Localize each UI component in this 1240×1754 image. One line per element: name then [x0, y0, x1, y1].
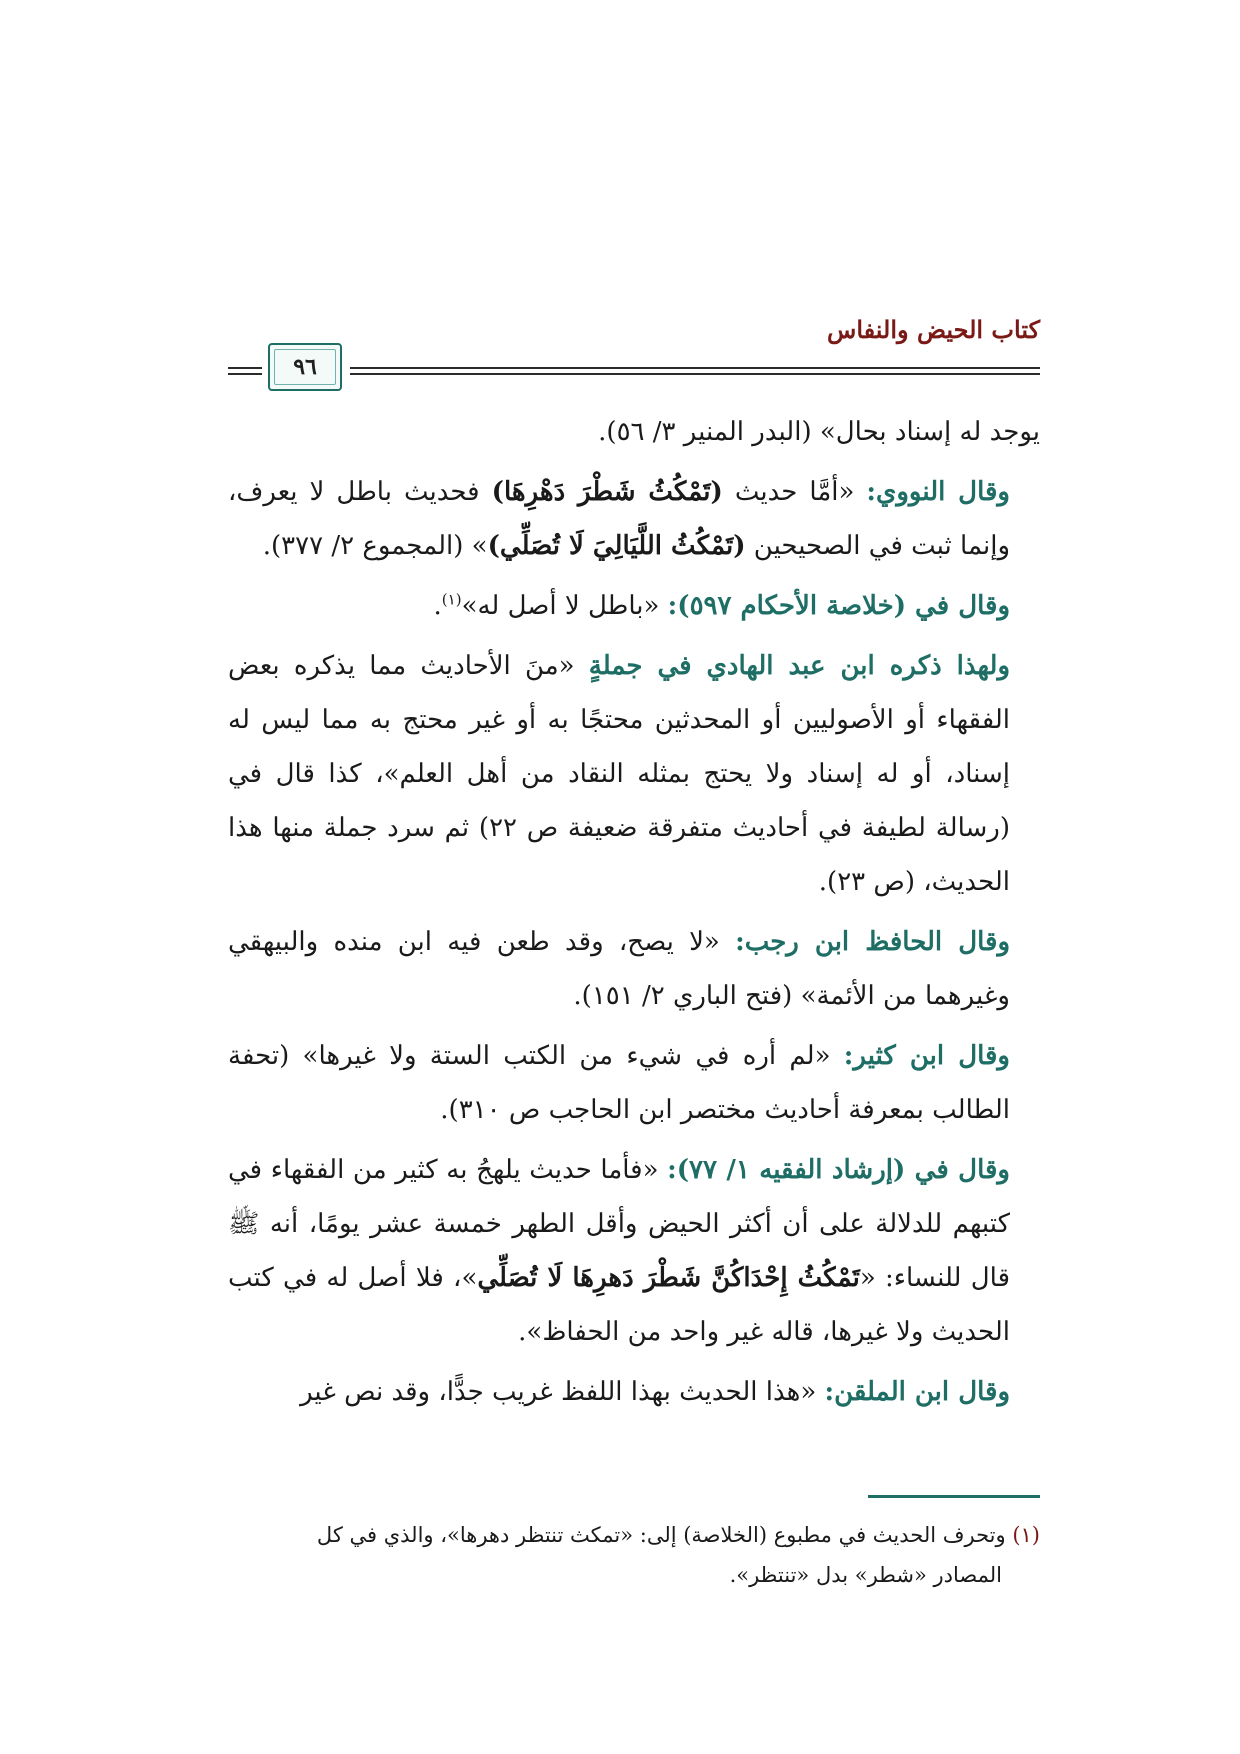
paragraph-text: «فأما حديث يلهجُ به كثير من الفقهاء في كتبهم للدلالة على أن أكثر الحيض وأقل الطهر خمسة عشر يومًا، أنه ﷺ قال للنساء: «: [228, 1155, 1010, 1293]
speaker-lead: ولهذا ذكره ابن عبد الهادي في جملةٍ: [588, 651, 1010, 681]
header-rule: [228, 373, 262, 375]
hadith-quote: (تَمْكُثُ اللَّيَالِيَ لَا تُصَلِّي): [487, 531, 746, 561]
speaker-lead: وقال في (إرشاد الفقيه ١/ ٧٧):: [667, 1155, 1010, 1185]
paragraph: [228, 915, 1040, 1023]
paragraph-text: .: [433, 591, 442, 621]
header-rule: [350, 367, 1040, 369]
paragraph: [228, 639, 1040, 909]
footnote-number: (١): [1012, 1523, 1040, 1547]
paragraph-text: » (المجموع ٢/ ٣٧٧).: [262, 531, 488, 561]
hadith-quote: (تَمْكُثُ شَطْرَ دَهْرِهَا): [491, 477, 723, 507]
footnote-line: [228, 1515, 1040, 1555]
paragraph: [228, 579, 1040, 633]
paragraph: [228, 1365, 1040, 1419]
speaker-lead: وقال النووي:: [866, 477, 1010, 507]
header-rule: [350, 373, 1040, 375]
speaker-lead: وقال ابن الملقن:: [824, 1377, 1010, 1407]
speaker-lead: وقال ابن كثير:: [843, 1041, 1010, 1071]
footnote-reference: (١): [441, 590, 462, 609]
paragraph-text: «باطل لا أصل له»: [461, 591, 668, 621]
footnote: [228, 1515, 1040, 1595]
paragraph-text: «هذا الحديث بهذا اللفظ غريب جدًّا، وقد نص غير: [300, 1377, 825, 1407]
paragraph-text: «لا يصح، وقد طعن فيه ابن منده والبيهقي وغيرهما من الأئمة» (فتح الباري ٢/ ١٥١).: [228, 927, 1010, 1011]
footnote-separator: [868, 1495, 1040, 1498]
paragraph-text: فحديث باطل لا يعرف، وإنما ثبت في الصحيحين: [228, 477, 1010, 561]
paragraph-text: «لم أره في شيء من الكتب الستة ولا غيرها» (تحفة الطالب بمعرفة أحاديث مختصر ابن الحاجب ص ٣١٠).: [228, 1041, 1010, 1125]
footnote-text: وتحرف الحديث في مطبوع (الخلاصة) إلى: «تمكث تنتظر دهرها»، والذي في كل: [316, 1523, 1013, 1547]
speaker-lead: وقال الحافظ ابن رجب:: [735, 927, 1010, 957]
body-text: [228, 405, 1040, 1425]
footnote-continuation: المصادر «شطر» بدل «تنتظر».: [729, 1563, 1002, 1587]
hadith-quote: تَمْكُثُ إِحْدَاكُنَّ شَطْرَ دَهرِهَا لَا تُصَلِّي: [477, 1263, 860, 1293]
page-number-badge: [268, 343, 342, 391]
header-rule: [228, 367, 262, 369]
page-number: ٩٦: [293, 354, 317, 380]
paragraph: [228, 1029, 1040, 1137]
speaker-lead: وقال في (خلاصة الأحكام ٥٩٧):: [667, 591, 1010, 621]
page-header: [228, 305, 1040, 395]
paragraph: [228, 405, 1040, 459]
paragraph-text: يوجد له إسناد بحال» (البدر المنير ٣/ ٥٦).: [598, 417, 1040, 447]
paragraph-text: «أمَّا حديث: [722, 477, 867, 507]
paragraph-text: «منَ الأحاديث مما يذكره بعض الفقهاء أو الأصوليين أو المحدثين محتجًا به أو غير محتج به مما ليس له إسناد، أو له إسناد ولا يحتج بمثله النقاد من أهل العلم»، كذا قال في (رسالة لطيفة في أحاديث متفرقة ضعيفة ص ٢٢) ثم سرد جملة منها هذا الحديث، (ص ٢٣).: [228, 651, 1010, 897]
paragraph-text: »، فلا أصل له في كتب الحديث ولا غيرها، قاله غير واحد من الحفاظ».: [228, 1263, 1010, 1347]
book-title: كتاب الحيض والنفاس: [827, 315, 1040, 344]
paragraph: [228, 1143, 1040, 1359]
paragraph: [228, 465, 1040, 573]
